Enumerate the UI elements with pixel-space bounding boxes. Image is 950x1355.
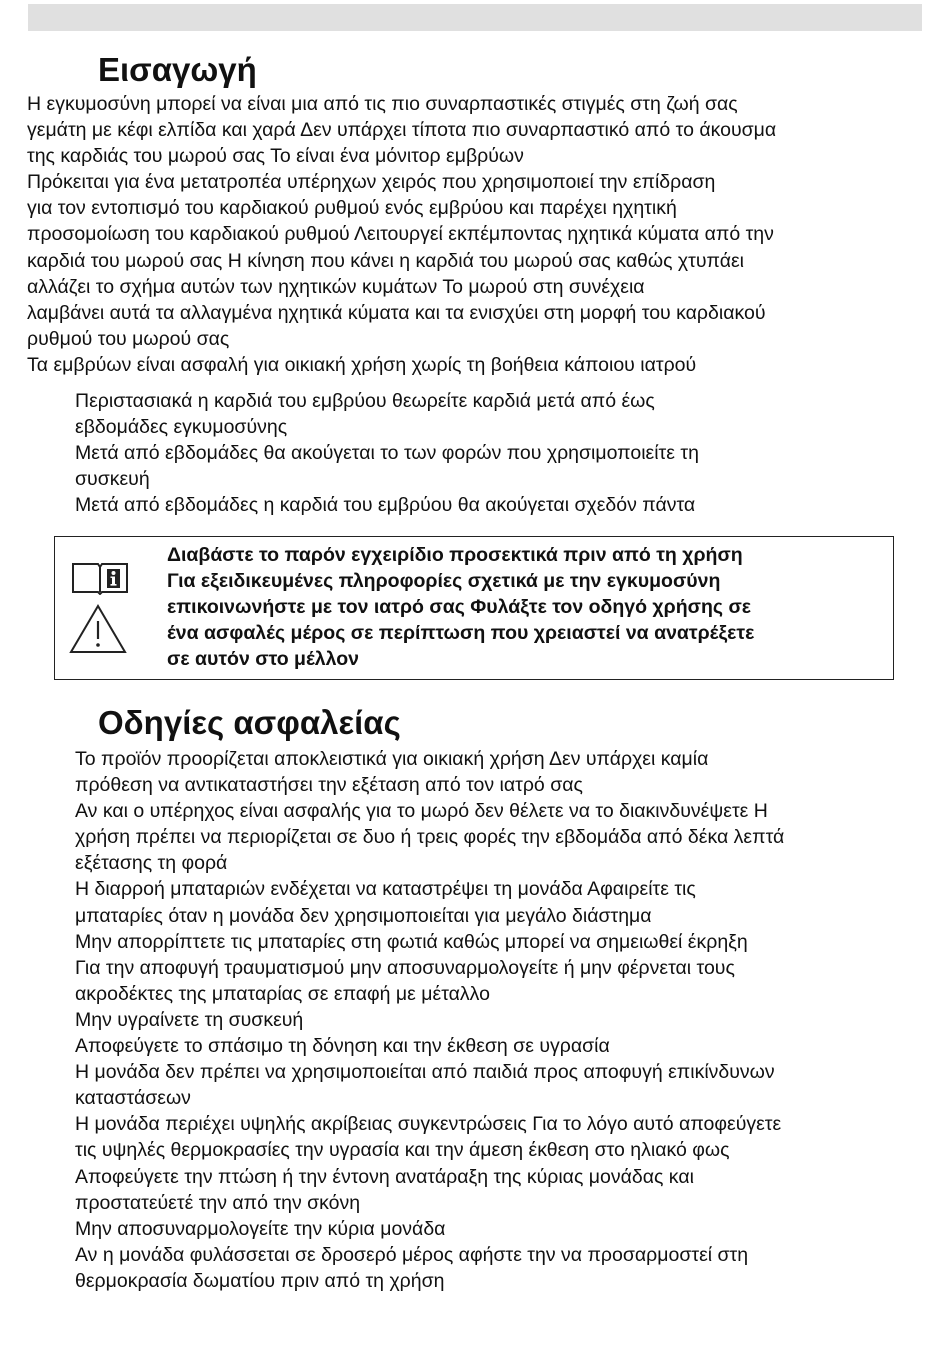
intro-bullet-line: εβδομάδες εγκυμοσύνης [75, 416, 288, 439]
header-bar [28, 4, 922, 31]
safety-line: μπαταρίες όταν η μονάδα δεν χρησιμοποιείται για μεγάλο διάστημα [75, 904, 652, 927]
safety-line: Αν και ο υπέρηχος είναι ασφαλής για το μωρό δεν θέλετε να το διακινδυνέψετε Η [75, 800, 768, 823]
intro-paragraph [27, 91, 776, 519]
safety-line: εξέτασης τη φορά [75, 852, 228, 875]
intro-bullet-line: Περιστασιακά η καρδιά του εμβρύου θεωρείτε καρδιά μετά από έως [75, 390, 655, 413]
safety-line: Μην υγραίνετε τη συσκευή [75, 1008, 304, 1031]
intro-bullet-line: συσκευή [75, 468, 150, 491]
intro-line: προσομοίωση του καρδιακού ρυθμού Λειτουργεί εκπέμποντας ηχητικά κύματα από την [27, 223, 774, 246]
intro-bullet-line: Μετά από εβδομάδες θα ακούγεται το των φορών που χρησιμοποιείτε τη [75, 442, 699, 465]
safety-line: Για την αποφυγή τραυματισμού μην αποσυναρμολογείτε ή μην φέρνεται τους [75, 956, 735, 979]
safety-line: Η διαρροή μπαταριών ενδέχεται να καταστρέψει τη μονάδα Αφαιρείτε τις [75, 878, 696, 901]
intro-line: Τα εμβρύων είναι ασφαλή για οικιακή χρήση χωρίς τη βοήθεια κάποιου ιατρού [27, 353, 697, 376]
safety-line: τις υψηλές θερμοκρασίες την υγρασία και την άμεση έκθεση στο ηλιακό φως [75, 1139, 730, 1162]
warning-line: σε αυτόν στο μέλλον [167, 648, 359, 671]
intro-line: Η εγκυμοσύνη μπορεί να είναι μια από τις πιο συναρπαστικές στιγμές στη ζωή σας [27, 93, 738, 115]
safety-line: Η μονάδα περιέχει υψηλής ακρίβειας συγκεντρώσεις Για το λόγο αυτό αποφεύγετε [75, 1113, 782, 1136]
warning-box [54, 536, 894, 680]
safety-line: καταστάσεων [75, 1087, 191, 1110]
safety-line: χρήση πρέπει να περιορίζεται σε δυο ή τρεις φορές την εβδομάδα από δέκα λεπτά [75, 826, 785, 849]
intro-line: Πρόκειται για ένα μετατροπέα υπέρηχων χειρός που χρησιμοποιεί την επίδραση [27, 171, 716, 194]
safety-line: ακροδέκτες της μπαταρίας σε επαφή με μέταλλο [75, 982, 490, 1005]
warning-line: ένα ασφαλές μέρος σε περίπτωση που χρειαστεί να ανατρέξετε [167, 622, 755, 645]
intro-bullet-line: Μετά από εβδομάδες η καρδιά του εμβρύου θα ακούγεται σχεδόν πάντα [75, 494, 696, 517]
intro-line: λαμβάνει αυτά τα αλλαγμένα ηχητικά κύματα και τα ενισχύει στη μορφή του καρδιακού [27, 301, 766, 324]
intro-heading: Εισαγωγή [98, 51, 257, 88]
safety-list [75, 746, 784, 1294]
warning-line: Διαβάστε το παρόν εγχειρίδιο προσεκτικά πριν από τη χρήση [167, 544, 743, 566]
safety-line: πρόθεση να αντικαταστήσει την εξέταση από τον ιατρό σας [75, 774, 583, 797]
safety-line: Αποφεύγετε την πτώση ή την έντονη ανατάραξη της κύριας μονάδας και [75, 1165, 694, 1188]
warning-triangle-icon [69, 603, 127, 655]
intro-line: καρδιά του μωρού σας Η κίνηση που κάνει η καρδιά του μωρού σας καθώς χτυπάει [27, 249, 744, 272]
safety-line: Αποφεύγετε το σπάσιμο τη δόνηση και την έκθεση σε υγρασία [75, 1035, 610, 1058]
warning-text [167, 542, 754, 672]
intro-line: της καρδιάς του μωρού σας Το είναι ένα μόνιτορ εμβρύων [27, 145, 524, 168]
safety-line: θερμοκρασία δωματίου πριν από τη χρήση [75, 1269, 445, 1292]
safety-line: Η μονάδα δεν πρέπει να χρησιμοποιείται από παιδιά προς αποφυγή επικίνδυνων [75, 1061, 775, 1084]
safety-line: προστατεύετέ την από την σκόνη [75, 1191, 361, 1214]
warning-line: Για εξειδικευμένες πληροφορίες σχετικά με την εγκυμοσύνη [167, 570, 721, 593]
manual-info-icon [71, 559, 129, 595]
warning-line: επικοινωνήστε με τον ιατρό σας Φυλάξτε τον οδηγό χρήσης σε [167, 596, 752, 619]
intro-line: ρυθμού του μωρού σας [27, 327, 230, 350]
safety-line: Το προϊόν προορίζεται αποκλειστικά για οικιακή χρήση Δεν υπάρχει καμία [75, 748, 709, 770]
safety-line: Αν η μονάδα φυλάσσεται σε δροσερό μέρος αφήστε την να προσαρμοστεί στη [75, 1243, 749, 1266]
safety-line: Μην αποσυναρμολογείτε την κύρια μονάδα [75, 1217, 446, 1240]
safety-heading: Οδηγίες ασφαλείας [98, 704, 401, 741]
safety-line: Μην απορρίπτετε τις μπαταρίες στη φωτιά καθώς μπορεί να σημειωθεί έκρηξη [75, 930, 748, 953]
intro-line: για τον εντοπισμό του καρδιακού ρυθμού ενός εμβρύου και παρέχει ηχητική [27, 197, 677, 220]
intro-line: γεμάτη με κέφι ελπίδα και χαρά Δεν υπάρχει τίποτα πιο συναρπαστικό από το άκουσμα [27, 119, 777, 142]
intro-line: αλλάζει το σχήμα αυτών των ηχητικών κυμάτων Το μωρού στη συνέχεια [27, 275, 645, 298]
